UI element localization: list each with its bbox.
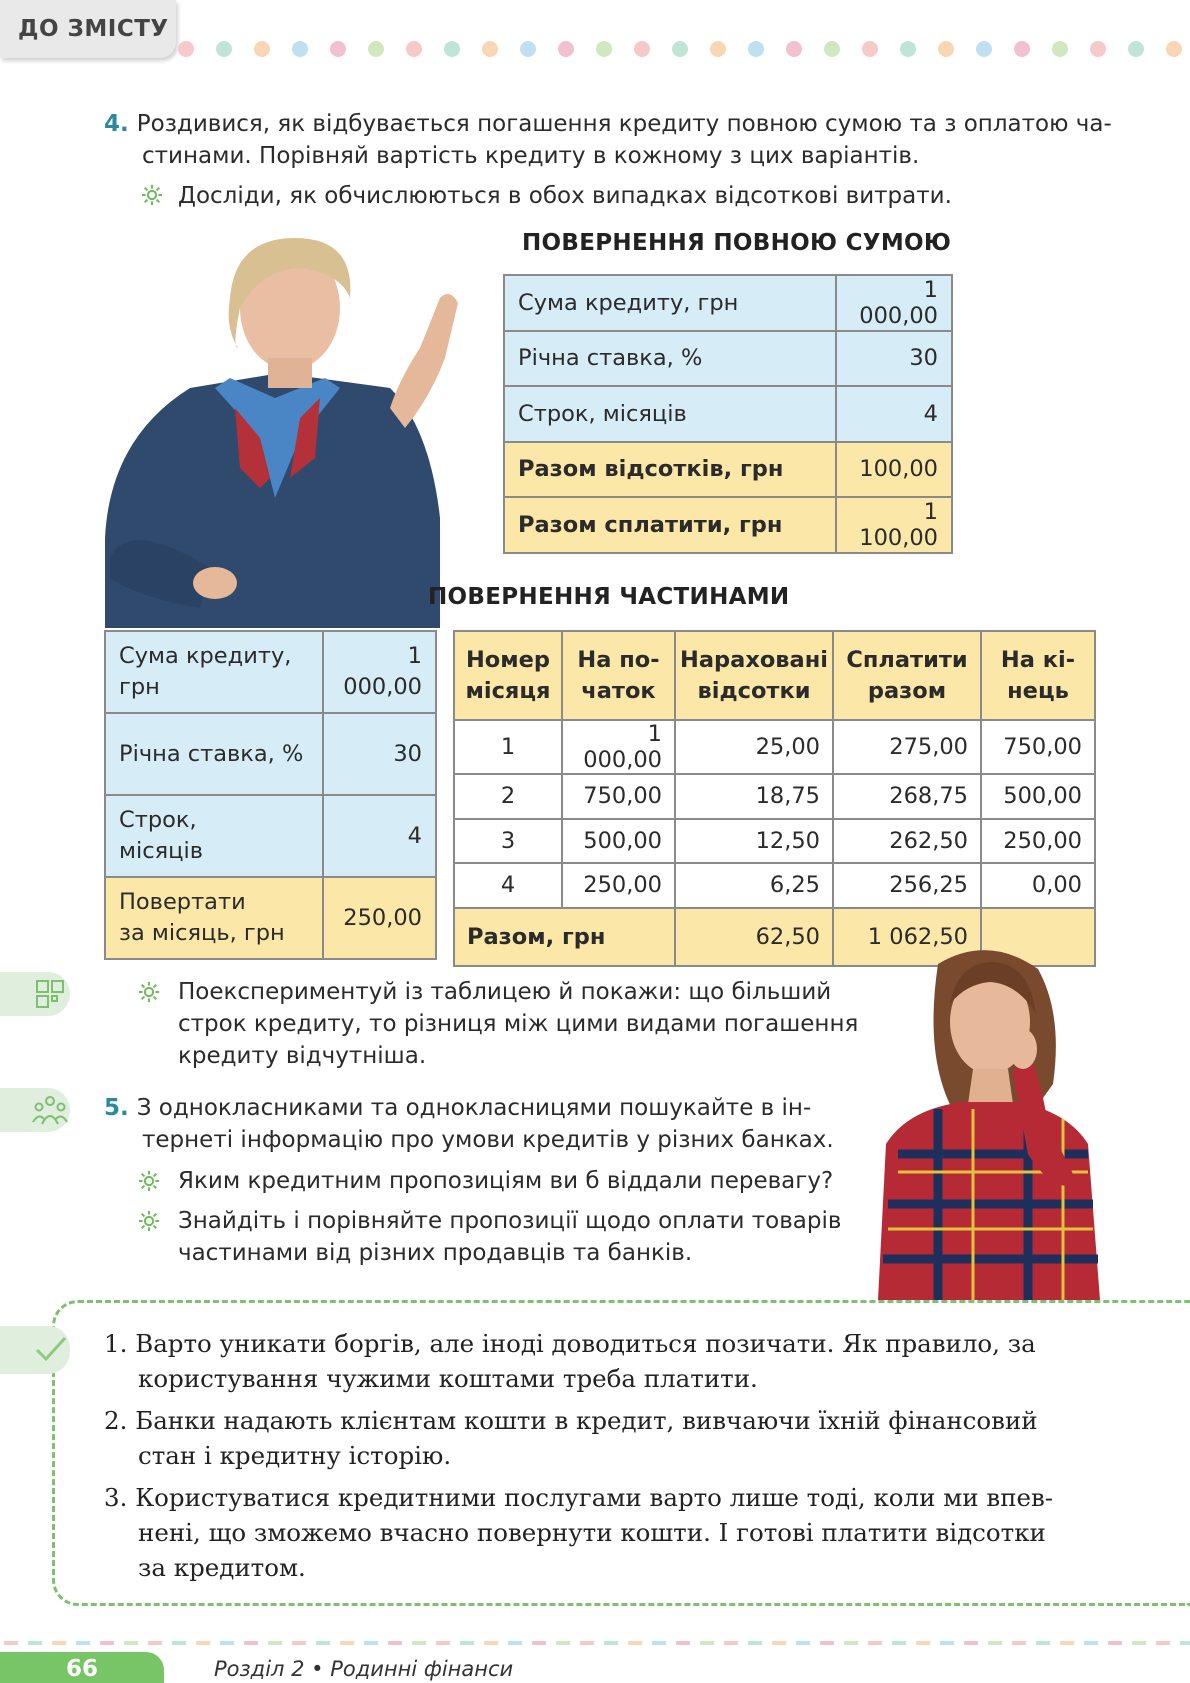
experiment-line1: Поекспериментуй із таблицею й покажи: що більший [178,979,832,1005]
decorative-dash [892,1641,906,1645]
task-5-line2: тернеті інформацію про умови кредитів у різних банках. [142,1127,834,1153]
decorative-dash [1084,1641,1098,1645]
decorative-dot [672,41,688,57]
cell-value: 1 000,00 [323,631,436,713]
decorative-dot [558,41,574,57]
table-row: 1 1 000,00 25,00 275,00 750,00 [454,720,1095,774]
cell-value: 30 [836,331,952,387]
decorative-dot [1166,41,1182,57]
decorative-dash [1036,1641,1050,1645]
cell-value: 4 [836,386,952,442]
decorative-dash [1180,1641,1190,1645]
decorative-dash [580,1641,594,1645]
decorative-dash [412,1641,426,1645]
task-5-sub2b: частинами від різних продавців та банків. [178,1240,693,1266]
cell-label: Строк, місяців [504,386,836,442]
decorative-dash [52,1641,66,1645]
decorative-dash [868,1641,882,1645]
decorative-dot [596,41,612,57]
table-row: 3 500,00 12,50 262,50 250,00 [454,819,1095,864]
table-row [504,331,952,387]
task-4-number: 4. [104,111,129,137]
cell-value: 250,00 [323,877,436,959]
table-total-row: Разом, грн 62,50 1 062,50 [454,908,1095,966]
sun-icon [138,1210,160,1232]
decorative-dash [676,1641,690,1645]
col-header-month: Номер місяця [454,631,562,720]
decorative-dash [4,1641,18,1645]
sun-icon [138,1170,160,1192]
summary-item-3: 3. Користуватися кредитними послугами варто лише тоді, коли ми впев- [104,1483,1054,1512]
table-full-title: ПОВЕРНЕННЯ ПОВНОЮ СУМОЮ [522,230,952,256]
table-row: 2 750,00 18,75 268,75 500,00 [454,774,1095,819]
cell-value: 4 [323,795,436,877]
table-row [105,877,436,959]
toc-label: ДО ЗМІСТУ [18,16,169,42]
decorative-dash [532,1641,546,1645]
decorative-dash [268,1641,282,1645]
table-row [105,631,436,713]
decorative-dash [748,1641,762,1645]
side-tab-group-work[interactable] [0,1088,70,1132]
decorative-dash [76,1641,90,1645]
cell-label: Сума кредиту, грн [504,275,836,331]
cell-label: Сума кредиту, грн [105,631,323,713]
table-header-row [454,631,1095,720]
decorative-dot [330,41,346,57]
decorative-dash [196,1641,210,1645]
cell-label: Разом відсотків, грн [504,442,836,498]
decorative-dash [724,1641,738,1645]
decorative-dash [124,1641,138,1645]
decorative-dash [556,1641,570,1645]
decorative-dash [316,1641,330,1645]
decorative-dot [178,41,194,57]
sun-icon [138,981,160,1003]
decorative-dash [484,1641,498,1645]
decorative-dot [938,41,954,57]
decorative-dash [244,1641,258,1645]
summary-item-2: 2. Банки надають клієнтам кошти в кредит, вивчаючи їхній фінансовий [104,1406,1038,1435]
table-parts-schedule [453,630,1096,967]
side-tab-interactive[interactable] [0,972,70,1016]
col-header-start: На по- чаток [562,631,675,720]
decorative-dot [710,41,726,57]
decorative-dot [482,41,498,57]
decorative-dash [916,1641,930,1645]
decorative-dash [988,1641,1002,1645]
sun-icon [141,184,163,206]
table-parts-title: ПОВЕРНЕННЯ ЧАСТИНАМИ [428,584,790,610]
cell-label: Разом сплатити, грн [504,497,836,553]
task-4-sub1: Досліди, як обчислюються в обох випадках відсоткові витрати. [178,183,952,209]
task-4-text1: Роздивися, як відбувається погашення кредиту повною сумою та з оплатою ча- [136,111,1112,137]
decorative-dash [28,1641,42,1645]
decorative-dash [964,1641,978,1645]
task-5-sub1: Яким кредитним пропозиціям ви б віддали перевагу? [178,1168,834,1194]
summary-item-2-line2: стан і кредитну історію. [138,1441,452,1470]
decorative-dash [820,1641,834,1645]
decorative-dot [406,41,422,57]
girl-photo [878,944,1103,1300]
decorative-dash [508,1641,522,1645]
toc-link[interactable] [0,0,176,58]
table-row: 4 250,00 6,25 256,25 0,00 [454,863,1095,908]
decorative-dot [292,41,308,57]
table-row [105,795,436,877]
task-5-text1: З однокласниками та однокласницями пошукайте в ін- [136,1095,812,1121]
experiment-line2: строк кредиту, то різниця між цими видами погашення [178,1011,859,1037]
side-tab-summary[interactable] [0,1326,70,1374]
summary-item-3-line2: нені, що зможемо вчасно повернути кошти. І готові платити відсотки [138,1518,1046,1547]
decorative-dash [700,1641,714,1645]
decorative-dot [520,41,536,57]
decorative-dash [1156,1641,1170,1645]
decorative-dots [178,40,1188,58]
summary-item-1: 1. Варто уникати боргів, але іноді доводиться позичати. Як правило, за [104,1329,1036,1358]
decorative-dot [216,41,232,57]
cell-value: 100,00 [836,442,952,498]
cell-label: Повертати за місяць, грн [105,877,323,959]
decorative-dash [220,1641,234,1645]
cell-value: 1 100,00 [836,497,952,553]
decorative-dot [900,41,916,57]
decorative-dash [1012,1641,1026,1645]
task-4-line2: стинами. Порівняй вартість кредиту в кожному з цих варіантів. [142,143,920,169]
task-5-sub2a: Знайдіть і порівняйте пропозиції щодо оплати товарів [178,1208,842,1234]
decorative-dot [1052,41,1068,57]
checkmark-icon [34,1334,68,1364]
task-5-line1 [104,1092,811,1124]
decorative-dot [254,41,270,57]
decorative-dash [604,1641,618,1645]
decorative-dash [796,1641,810,1645]
decorative-dot [748,41,764,57]
summary-item-3-line3: за кредитом. [138,1553,306,1582]
group-icon [32,1094,68,1126]
decorative-dash [652,1641,666,1645]
decorative-dash [436,1641,450,1645]
decorative-dash [1108,1641,1122,1645]
decorative-dash [1132,1641,1146,1645]
cell-value: 1 000,00 [836,275,952,331]
cell-value: 30 [323,713,436,795]
decorative-dash [940,1641,954,1645]
grid-icon [34,978,66,1010]
cell-label: Строк, місяців [105,795,323,877]
decorative-dot [1014,41,1030,57]
decorative-dot [1090,41,1106,57]
cell-label: Річна ставка, % [504,331,836,387]
experiment-line3: кредиту відчутніша. [178,1043,427,1069]
decorative-dash [148,1641,162,1645]
col-header-pay: Сплатити разом [833,631,981,720]
decorative-dot [786,41,802,57]
decorative-dash [388,1641,402,1645]
decorative-dot [368,41,384,57]
col-header-interest: Нараховані відсотки [675,631,833,720]
summary-item-1-line2: користування чужими коштами треба платити. [138,1364,758,1393]
decorative-dash [628,1641,642,1645]
table-parts-params [104,630,437,960]
decorative-dash [172,1641,186,1645]
cell-label: Річна ставка, % [105,713,323,795]
table-full-repayment [503,274,953,554]
decorative-dot [1128,41,1144,57]
decorative-dot [976,41,992,57]
col-header-end: На кі- нець [981,631,1095,720]
decorative-dash [100,1641,114,1645]
footer-dashes [0,1640,1190,1646]
decorative-dash [292,1641,306,1645]
decorative-dot [824,41,840,57]
task-4-line1 [104,108,1112,140]
table-row [504,386,952,442]
table-row [504,275,952,331]
decorative-dash [1060,1641,1074,1645]
decorative-dash [460,1641,474,1645]
task-5-number: 5. [104,1095,129,1121]
decorative-dash [772,1641,786,1645]
decorative-dot [444,41,460,57]
boy-photo [100,238,470,628]
decorative-dash [340,1641,354,1645]
decorative-dash [364,1641,378,1645]
table-row [504,442,952,498]
decorative-dash [844,1641,858,1645]
decorative-dot [634,41,650,57]
page-number: 66 [0,1652,164,1683]
table-row [504,497,952,553]
table-row [105,713,436,795]
decorative-dot [862,41,878,57]
chapter-title: Розділ 2 • Родинні фінанси [214,1657,514,1681]
